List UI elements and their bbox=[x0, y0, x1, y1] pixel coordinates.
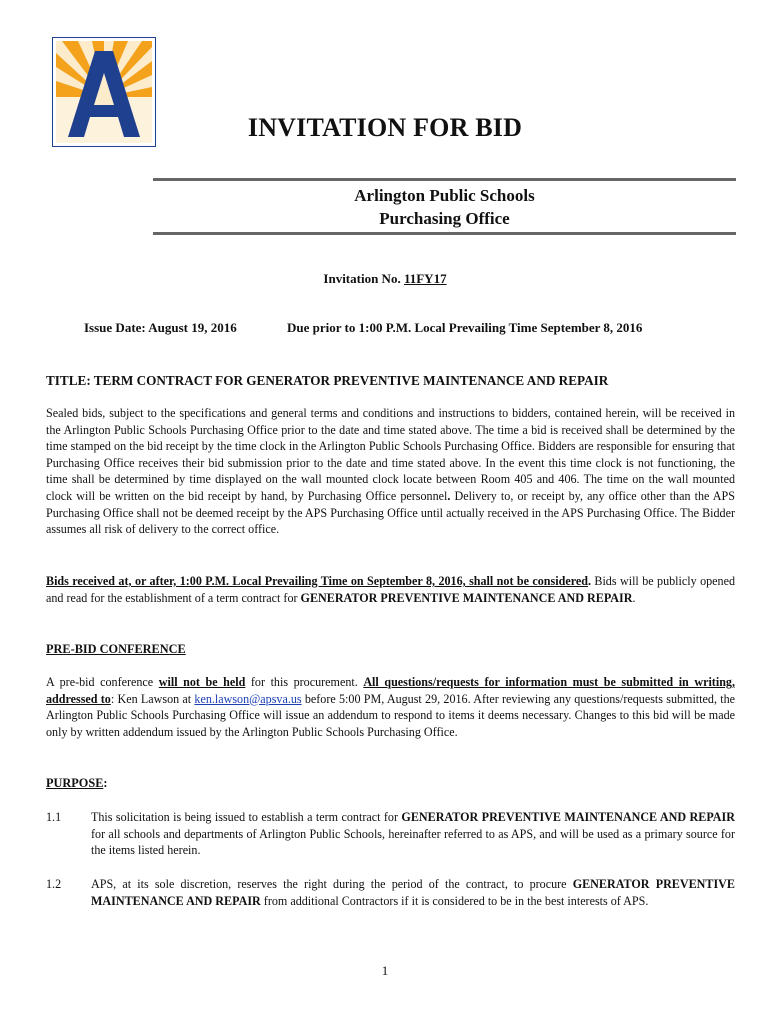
document-title: INVITATION FOR BID bbox=[247, 113, 523, 142]
late-bids-text: Bids will be publicly opened and read for the establishment of a term contract for bbox=[46, 574, 735, 605]
late-bids-warning: Bids received at, or after, 1:00 P.M. Local Prevailing Time on September 8, 2016, shall not be considered bbox=[46, 574, 588, 588]
item-text: This solicitation is being issued to establish a term contract for bbox=[91, 810, 402, 824]
prebid-t3: for this procurement. bbox=[245, 675, 364, 689]
subject-title: TITLE: TERM CONTRACT FOR GENERATOR PREVENTIVE MAINTENANCE AND REPAIR bbox=[46, 373, 609, 388]
org-name: Arlington Public Schools bbox=[354, 186, 535, 205]
item-text-tail: from additional Contractors if it is considered to be in the best interests of APS. bbox=[260, 893, 649, 908]
prebid-heading: PRE-BID CONFERENCE bbox=[46, 642, 186, 656]
prebid-not-held: will not be held bbox=[158, 675, 246, 689]
page-number: 1 bbox=[381, 963, 389, 978]
item-number: 1.1 bbox=[46, 810, 62, 824]
issue-date: Issue Date: August 19, 2016 bbox=[84, 320, 237, 335]
office-name: Purchasing Office bbox=[379, 209, 510, 228]
late-bids-end: . bbox=[632, 590, 636, 605]
purpose-heading-colon: : bbox=[103, 776, 108, 790]
prebid-t1: A pre-bid conference bbox=[46, 675, 159, 689]
item-bold: GENERATOR PREVENTIVE MAINTENANCE AND REPAIR bbox=[91, 877, 735, 908]
item-text: APS, at its sole discretion, reserves the right during the period of the contract, to procure bbox=[91, 877, 573, 891]
contact-email-link[interactable]: ken.lawson@apsva.us bbox=[194, 691, 302, 706]
item-text-tail: for all schools and departments of Arlington Public Schools, hereinafter referred to as APS, and will be used as a primary source for the items listed herein. bbox=[91, 826, 735, 858]
intro-text: Sealed bids, subject to the specifications and general terms and conditions and instructions to bidders, contained herein, will be received in the Arlington Public Schools Purchasing Office prior to the date and time stated above. The time a bid is received shall be determined by the time stamped on the bid receipt by the time clock in the Arlington Public Schools Purchasing Office. Bidders are responsible for ensuring that Purchasing Office receives their bid submission prior to the date and time stated above. In the event this time clock is not functioning, the time shall be determined by time displayed on the wall mounted clock locate between Room 405 and 406. The time on the wall mounted clock will be written on the bid receipt by hand, by Purchasing Office personnel bbox=[46, 406, 735, 503]
purpose-heading-text: PURPOSE bbox=[46, 776, 104, 790]
bottom-rule bbox=[153, 232, 736, 235]
late-bids-period: . bbox=[587, 574, 591, 588]
item-bold: GENERATOR PREVENTIVE MAINTENANCE AND REPAIR bbox=[401, 810, 735, 824]
invitation-number-line bbox=[0, 271, 770, 287]
item-number: 1.2 bbox=[46, 877, 62, 891]
due-date: Due prior to 1:00 P.M. Local Prevailing Time September 8, 2016 bbox=[287, 320, 643, 335]
late-bids-subject: GENERATOR PREVENTIVE MAINTENANCE AND REPAIR bbox=[300, 590, 633, 605]
late-bids-paragraph bbox=[46, 573, 735, 606]
intro-bold-period: . bbox=[447, 488, 451, 503]
prebid-questions-instruction: All questions/requests for information must be submitted in writing, addressed to bbox=[46, 675, 735, 706]
purpose-item bbox=[91, 809, 735, 859]
prebid-paragraph bbox=[46, 674, 735, 740]
top-rule bbox=[153, 178, 736, 181]
intro-tail: Delivery to, or receipt by, any office other than the APS Purchasing Office shall not be deemed receipt by the APS Purchasing Office until actually received in the APS Purchasing Office. The Bidder assumes all risk of delivery to the correct office. bbox=[46, 488, 735, 537]
invitation-label: Invitation No. bbox=[323, 271, 404, 286]
purpose-item bbox=[91, 876, 735, 909]
prebid-t5: : Ken Lawson at bbox=[110, 691, 195, 706]
prebid-t6: before 5:00 PM, August 29, 2016. After reviewing any questions/requests submitted, the Arlington Public Schools Purchasing Office will issue an addendum to respond to items it deems necessary. Changes to this bid will be made only by written addendum issued by the Arlington Public Schools Purchasing Office. bbox=[46, 691, 735, 739]
purpose-heading bbox=[46, 776, 108, 791]
intro-paragraph bbox=[46, 405, 735, 538]
invitation-number: 11FY17 bbox=[403, 271, 447, 286]
